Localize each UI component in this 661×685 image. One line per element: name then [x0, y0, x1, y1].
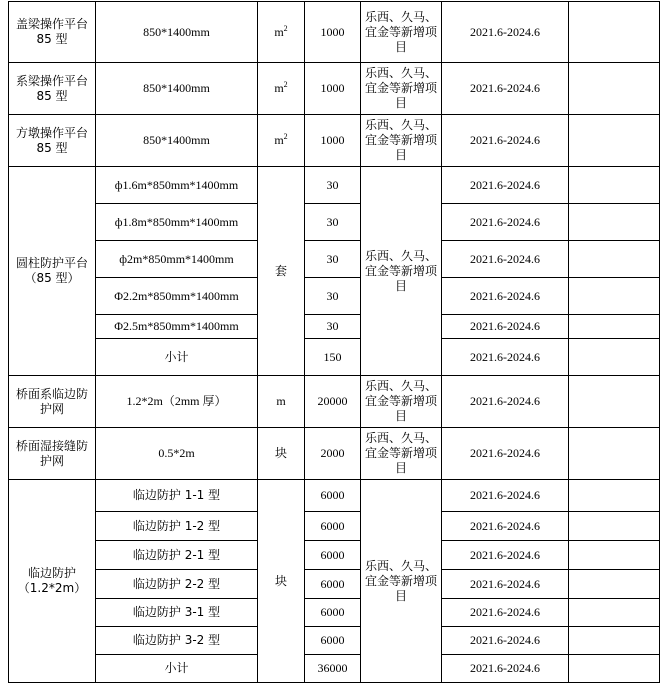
table-row [9, 541, 660, 570]
item-period: 2021.6-2024.6 [442, 480, 569, 512]
item-remark [569, 655, 660, 683]
table-row [9, 570, 660, 599]
item-period: 2021.6-2024.6 [442, 512, 569, 541]
item-qty: 6000 [305, 599, 361, 627]
table-row [9, 599, 660, 627]
equipment-table [8, 1, 660, 683]
subtotal-qty: 36000 [305, 655, 361, 683]
item-remark [569, 480, 660, 512]
item-qty: 6000 [305, 480, 361, 512]
item-remark [569, 63, 660, 115]
item-period: 2021.6-2024.6 [442, 63, 569, 115]
item-period: 2021.6-2024.6 [442, 278, 569, 315]
subtotal-label: 小计 [96, 339, 258, 376]
table-row [9, 428, 660, 480]
item-project: 乐西、久马、宜金等新增项目 [361, 428, 442, 480]
item-period: 2021.6-2024.6 [442, 204, 569, 241]
item-remark [569, 599, 660, 627]
subtotal-label: 小计 [96, 655, 258, 683]
item-qty: 1000 [305, 115, 361, 167]
item-spec: 临边防护 1-2 型 [96, 512, 258, 541]
item-spec: 850*1400mm [96, 115, 258, 167]
table-row [9, 2, 660, 63]
table-row [9, 480, 660, 512]
item-unit: $m^2$ [258, 2, 305, 63]
group-name: 圆柱防护平台（85 型） [9, 167, 96, 376]
item-period: 2021.6-2024.6 [442, 167, 569, 204]
item-name: 桥面系临边防护网 [9, 376, 96, 428]
item-spec: ф1.6m*850mm*1400mm [96, 167, 258, 204]
item-project: 乐西、久马、宜金等新增项目 [361, 2, 442, 63]
item-period: 2021.6-2024.6 [442, 115, 569, 167]
item-spec: Φ2.2m*850mm*1400mm [96, 278, 258, 315]
item-spec: 850*1400mm [96, 2, 258, 63]
item-unit: m [258, 376, 305, 428]
table-row [9, 512, 660, 541]
item-name: 系梁操作平台 85 型 [9, 63, 96, 115]
table-row [9, 315, 660, 339]
item-unit: $m^2$ [258, 63, 305, 115]
item-period: 2021.6-2024.6 [442, 376, 569, 428]
item-qty: 20000 [305, 376, 361, 428]
group-unit: 块 [258, 480, 305, 683]
item-remark [569, 115, 660, 167]
item-unit: $m^2$ [258, 115, 305, 167]
item-spec: 0.5*2m [96, 428, 258, 480]
table-row [9, 278, 660, 315]
item-period: 2021.6-2024.6 [442, 541, 569, 570]
item-qty: 6000 [305, 541, 361, 570]
subtotal-qty: 150 [305, 339, 361, 376]
item-remark [569, 541, 660, 570]
item-period: 2021.6-2024.6 [442, 428, 569, 480]
item-period: 2021.6-2024.6 [442, 339, 569, 376]
item-period: 2021.6-2024.6 [442, 599, 569, 627]
item-remark [569, 428, 660, 480]
item-spec: 850*1400mm [96, 63, 258, 115]
table-row [9, 115, 660, 167]
group-unit: 套 [258, 167, 305, 376]
item-project: 乐西、久马、宜金等新增项目 [361, 63, 442, 115]
item-spec: Φ2.5m*850mm*1400mm [96, 315, 258, 339]
table-row [9, 241, 660, 278]
item-remark [569, 167, 660, 204]
item-spec: ф1.8m*850mm*1400mm [96, 204, 258, 241]
item-period: 2021.6-2024.6 [442, 315, 569, 339]
item-remark [569, 570, 660, 599]
item-period: 2021.6-2024.6 [442, 655, 569, 683]
item-qty: 1000 [305, 63, 361, 115]
item-remark [569, 2, 660, 63]
item-spec: 临边防护 3-1 型 [96, 599, 258, 627]
item-qty: 6000 [305, 627, 361, 655]
table-row [9, 204, 660, 241]
item-qty: 2000 [305, 428, 361, 480]
table-row [9, 376, 660, 428]
group-name: 临边防护（1.2*2m） [9, 480, 96, 683]
item-name: 方墩操作平台 85 型 [9, 115, 96, 167]
item-period: 2021.6-2024.6 [442, 241, 569, 278]
item-remark [569, 376, 660, 428]
group-project: 乐西、久马、宜金等新增项目 [361, 480, 442, 683]
table-row [9, 339, 660, 376]
item-remark [569, 627, 660, 655]
item-remark [569, 204, 660, 241]
item-spec: 临边防护 2-1 型 [96, 541, 258, 570]
item-remark [569, 315, 660, 339]
group-project: 乐西、久马、宜金等新增项目 [361, 167, 442, 376]
item-period: 2021.6-2024.6 [442, 570, 569, 599]
table-row [9, 655, 660, 683]
item-spec: 临边防护 3-2 型 [96, 627, 258, 655]
item-spec: 1.2*2m（2mm 厚） [96, 376, 258, 428]
table-row [9, 167, 660, 204]
item-spec: ф2m*850mm*1400mm [96, 241, 258, 278]
item-spec: 临边防护 1-1 型 [96, 480, 258, 512]
item-remark [569, 278, 660, 315]
item-qty: 1000 [305, 2, 361, 63]
table-row [9, 63, 660, 115]
item-project: 乐西、久马、宜金等新增项目 [361, 376, 442, 428]
item-spec: 临边防护 2-2 型 [96, 570, 258, 599]
item-remark [569, 241, 660, 278]
item-qty: 30 [305, 315, 361, 339]
item-qty: 6000 [305, 570, 361, 599]
item-qty: 30 [305, 278, 361, 315]
table-row [9, 627, 660, 655]
item-project: 乐西、久马、宜金等新增项目 [361, 115, 442, 167]
item-qty: 30 [305, 167, 361, 204]
item-remark [569, 339, 660, 376]
item-period: 2021.6-2024.6 [442, 2, 569, 63]
item-period: 2021.6-2024.6 [442, 627, 569, 655]
item-name: 盖梁操作平台 85 型 [9, 2, 96, 63]
item-unit: 块 [258, 428, 305, 480]
item-name: 桥面湿接缝防护网 [9, 428, 96, 480]
item-qty: 30 [305, 204, 361, 241]
item-remark [569, 512, 660, 541]
item-qty: 6000 [305, 512, 361, 541]
item-qty: 30 [305, 241, 361, 278]
